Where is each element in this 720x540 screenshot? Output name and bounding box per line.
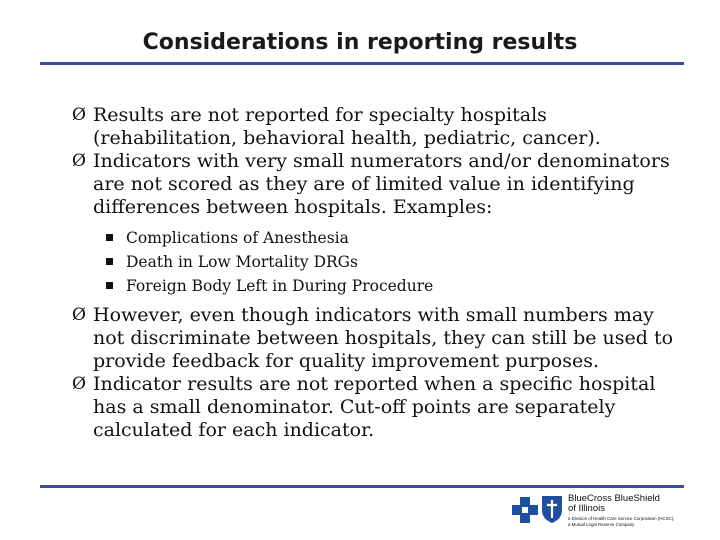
example-item bbox=[74, 250, 684, 274]
title-divider bbox=[40, 62, 684, 65]
square-bullet-icon bbox=[106, 282, 113, 289]
slide-title: Considerations in reporting results bbox=[142, 30, 578, 55]
bullet-text: Indicator results are not reported when a specific hospital has a small denominator. Cut-off points are separately calculated for each indicator. bbox=[93, 373, 656, 441]
square-bullet-icon bbox=[106, 258, 113, 265]
arrow-bullet-icon: Ø bbox=[72, 374, 86, 394]
brand-line-2: of Illinois bbox=[568, 503, 605, 514]
example-item bbox=[74, 274, 684, 298]
bullet-text: Indicators with very small numerators and/or denominators are not scored as they are of limited value in identifying differences between hospitals. Examples: bbox=[93, 150, 670, 218]
example-text: Foreign Body Left in During Procedure bbox=[126, 277, 434, 295]
bullet-text: Results are not reported for specialty hospitals (rehabilitation, behavioral health, pediatric, cancer). bbox=[93, 104, 601, 149]
blue-cross-icon bbox=[512, 497, 538, 523]
examples-list bbox=[74, 226, 684, 298]
bullet-item bbox=[74, 304, 684, 373]
bcbs-logo bbox=[512, 492, 692, 536]
bullet-item bbox=[74, 150, 684, 219]
arrow-bullet-icon: Ø bbox=[72, 105, 86, 125]
example-item bbox=[74, 226, 684, 250]
blue-shield-icon bbox=[540, 494, 564, 524]
bullet-item bbox=[74, 104, 684, 150]
bullet-item bbox=[74, 373, 684, 442]
example-text: Complications of Anesthesia bbox=[126, 229, 349, 247]
square-bullet-icon bbox=[106, 234, 113, 241]
slide-body bbox=[74, 104, 684, 442]
brand-line-1: BlueCross BlueShield bbox=[568, 493, 660, 504]
bullet-text: However, even though indicators with small numbers may not discriminate between hospitals, they can still be used to provide feedback for quality improvement purposes. bbox=[93, 304, 674, 372]
brand-name bbox=[568, 494, 692, 514]
arrow-bullet-icon: Ø bbox=[72, 151, 86, 171]
brand-fine-print: a Division of Health Care Service Corporation (HCSC), a Mutual Legal Reserve Company bbox=[568, 516, 675, 527]
example-text: Death in Low Mortality DRGs bbox=[126, 253, 359, 271]
arrow-bullet-icon: Ø bbox=[72, 305, 86, 325]
footer-divider bbox=[40, 485, 684, 488]
